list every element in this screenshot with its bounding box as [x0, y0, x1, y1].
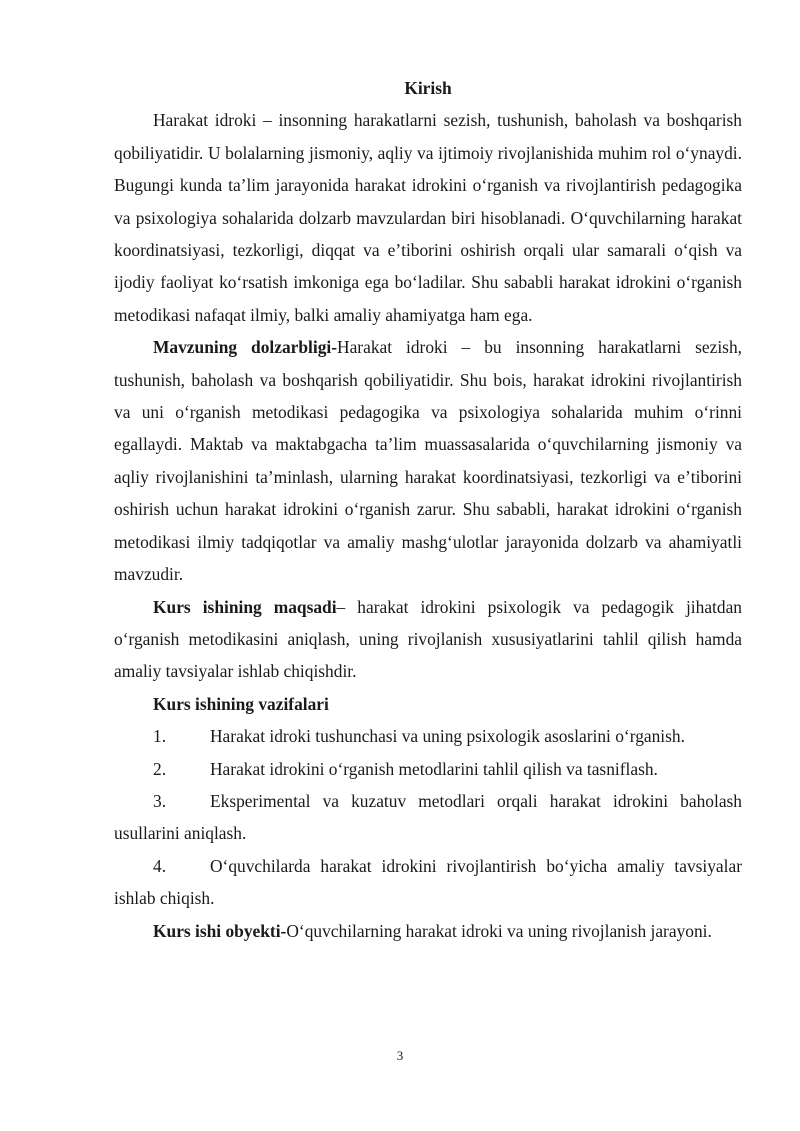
object-text: Oʻquvchilarning harakat idroki va uning rivojlanish jarayoni.	[286, 920, 712, 941]
task-number: 4.	[153, 855, 167, 876]
task-item	[114, 850, 742, 915]
relevance-text: Harakat idroki – bu insonning harakatlarni sezish, tushunish, baholash va boshqarish qobiliyatidir. Shu bois, harakat idrokini rivojlantirish va uni oʻrganish metodikasi pedagogika va psixologiya sohalarida muhim oʻrinni egallaydi. Maktab va maktabgacha taʼlim muassasalarida oʻquvchilarning jismoniy va aqliy rivojlanishini taʼminlash, ularning harakat koordinatsiyasi, tezkorligi va eʼtiborini oshirish uchun harakat idrokini oʻrganish zarur. Shu sababli, harakat idrokini oʻrganish metodikasi ilmiy tadqiqotlar va amaliy mashgʻulotlar jarayonida dolzarb va ahamiyatli mavzudir.	[114, 337, 742, 585]
tasks-heading: Kurs ishining vazifalari	[153, 693, 329, 714]
task-text: Oʻquvchilarda harakat idrokini rivojlantirish boʻyicha amaliy tavsiyalar ishlab chiqish.	[114, 855, 742, 909]
task-item	[114, 753, 742, 785]
task-item	[114, 720, 742, 752]
task-item	[114, 785, 742, 850]
page-number: 3	[396, 1048, 404, 1063]
object-heading: Kurs ishi obyekti-	[153, 920, 287, 941]
relevance-heading: Mavzuning dolzarbligi-	[153, 337, 338, 358]
task-text: Eksperimental va kuzatuv metodlari orqali harakat idrokini baholash usullarini aniqlash.	[114, 790, 742, 844]
purpose-text: – harakat idrokini psixologik va pedagogik jihatdan oʻrganish metodikasini aniqlash, uning rivojlanish xususiyatlarini tahlil qilish hamda amaliy tavsiyalar ishlab chiqishdir.	[114, 596, 742, 682]
document-page	[114, 72, 742, 947]
purpose-heading: Kurs ishining maqsadi	[153, 596, 337, 617]
task-text: Harakat idrokini oʻrganish metodlarini tahlil qilish va tasniflash.	[210, 758, 658, 779]
object-paragraph	[114, 915, 742, 947]
task-number: 2.	[153, 758, 167, 779]
section-title: Kirish	[404, 78, 452, 98]
purpose-paragraph	[114, 591, 742, 688]
intro-paragraph: Harakat idroki – insonning harakatlarni sezish, tushunish, baholash va boshqarish qobiliyatidir. U bolalarning jismoniy, aqliy va ijtimoiy rivojlanishida muhim rol oʻynaydi. Bugungi kunda taʼlim jarayonida harakat idrokini oʻrganish va rivojlantirish pedagogika va psixologiya sohalarida dolzarb mavzulardan biri hisoblanadi. Oʻquvchilarning harakat koordinatsiyasi, tezkorligi, diqqat va eʼtiborini oshirish orqali ular samarali oʻqish va ijodiy faoliyat koʻrsatish imkoniga ega boʻladilar. Shu sababli harakat idrokini oʻrganish metodikasi nafaqat ilmiy, balki amaliy ahamiyatga ham ega.	[114, 110, 742, 325]
task-number: 3.	[153, 790, 167, 811]
task-text: Harakat idroki tushunchasi va uning psixologik asoslarini oʻrganish.	[210, 726, 685, 747]
relevance-paragraph	[114, 331, 742, 590]
task-number: 1.	[153, 726, 167, 747]
